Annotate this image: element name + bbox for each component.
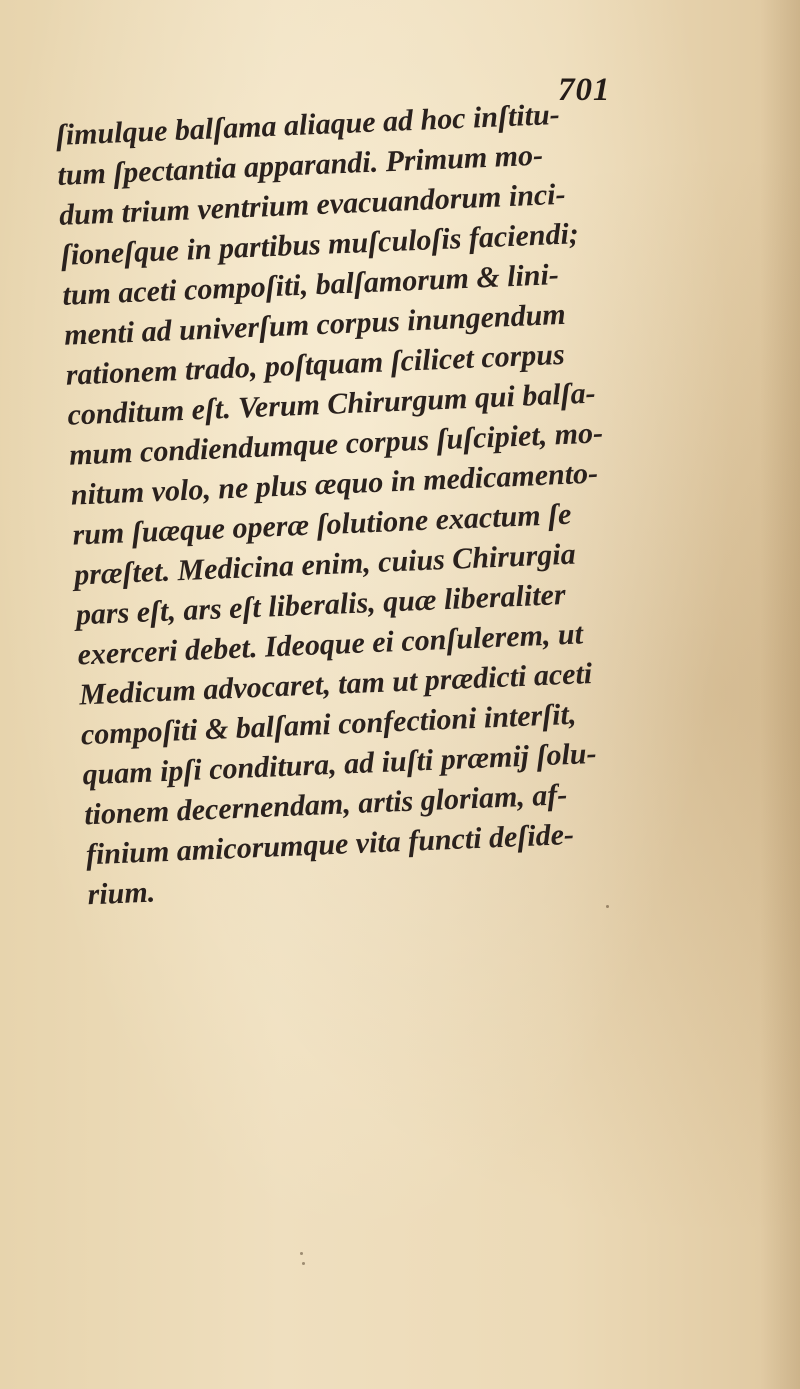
text-line: rationem trado, poſtquam ſcilicet corpus (65, 337, 566, 392)
text-line: rum ſuæque operæ ſolutione exactum ſe (71, 497, 572, 552)
latin-text-block (55, 91, 688, 915)
text-line: tum ſpectantia apparandi. Primum mo- (56, 138, 544, 192)
text-line: tum aceti compoſiti, balſamorum & lini- (61, 258, 560, 312)
text-line: dum trium ventrium evacuandorum inci- (58, 177, 567, 232)
paper-speck (606, 905, 609, 908)
page-number: 701 (558, 72, 611, 108)
text-line: quam ipſi conditura, ad iuſti præmij ſolu- (81, 736, 598, 792)
text-line: tionem decernendam, artis gloriam, af- (83, 778, 568, 832)
text-line: menti ad univerſum corpus inungendum (63, 297, 567, 352)
paper-speck (300, 1252, 303, 1255)
text-line: mum condiendumque corpus ſuſcipiet, mo- (68, 416, 604, 472)
text-line: ſioneſque in partibus muſculoſis faciendi; (60, 217, 580, 272)
text-line: compoſiti & balſami confectioni interſit, (80, 697, 577, 752)
text-line: nitum volo, ne plus æquo in medicamento- (70, 456, 599, 512)
text-line: pars eſt, ars eſt liberalis, quæ liberaliter (75, 578, 567, 632)
text-line: Medicum advocaret, tam ut prædicti aceti (78, 657, 593, 712)
text-line: exerceri debet. Ideoque ei conſulerem, ut (76, 617, 584, 672)
text-line: præſtet. Medicina enim, cuius Chirurgia (73, 537, 577, 592)
text-line: conditum eſt. Verum Chirurgum qui balſa- (66, 376, 597, 432)
text-line: finium amicorumque vita functi deſide- (85, 817, 575, 872)
paper-speck (302, 1262, 305, 1265)
text-line: rium. (86, 875, 156, 912)
text-line: ſimulque balſama aliaque ad hoc inſtitu- (55, 97, 561, 152)
page-edge-shadow (760, 0, 800, 1389)
